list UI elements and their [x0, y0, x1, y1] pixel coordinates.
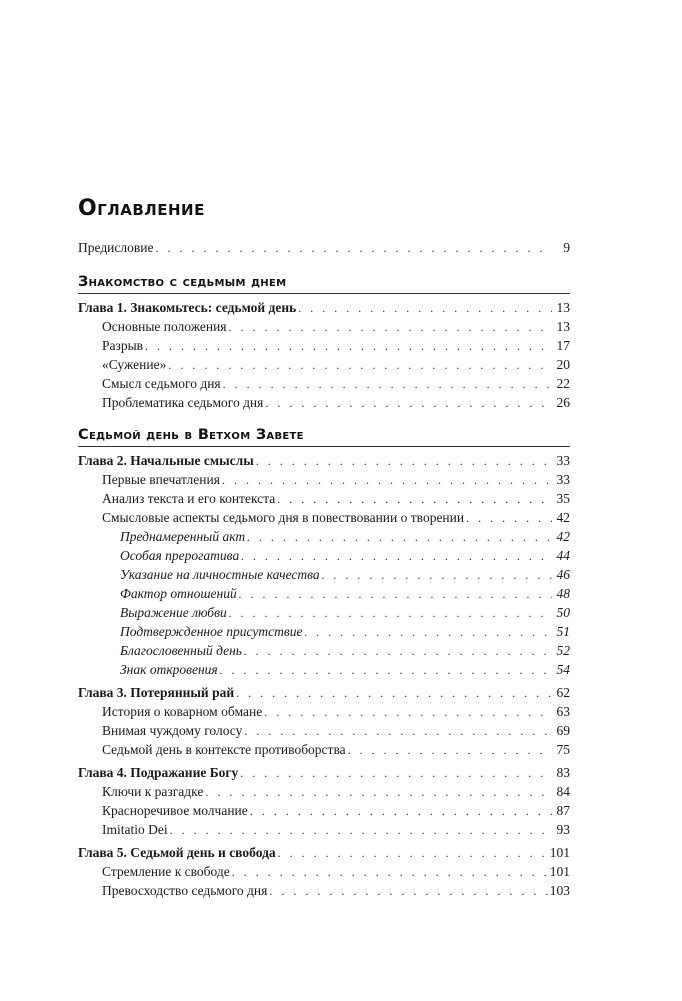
chapter-label: Глава 2. Начальные смыслы: [78, 453, 254, 468]
entry-label: Превосходство седьмого дня: [102, 883, 268, 898]
toc-entry[interactable]: [78, 740, 570, 759]
leader-dots: [222, 471, 552, 490]
entry-page: 62: [556, 685, 570, 700]
entry-label: Седьмой день в контексте противоборства: [102, 742, 346, 757]
leader-dots: [232, 863, 548, 882]
leader-dots: [155, 239, 552, 258]
toc-entry[interactable]: [78, 862, 570, 881]
entry-label: Предисловие: [78, 240, 154, 255]
entry-label: Смысловые аспекты седьмого дня в повествовании о творении: [102, 510, 465, 525]
leader-dots: [239, 585, 552, 604]
toc-subentry[interactable]: [78, 641, 570, 660]
leader-dots: [236, 684, 552, 703]
toc-entry[interactable]: [78, 355, 570, 374]
entry-label: Знак откровения: [120, 662, 218, 677]
entry-page: 63: [556, 704, 570, 719]
toc-entry[interactable]: [78, 721, 570, 740]
toc-title: Оглавление: [78, 196, 205, 221]
entry-page: 54: [556, 662, 570, 677]
leader-dots: [229, 604, 552, 623]
toc-subentry[interactable]: [78, 603, 570, 622]
leader-dots: [277, 490, 552, 509]
chapter-label: Глава 4. Подражание Богу: [78, 765, 239, 780]
entry-label: Указание на личностные качества: [120, 567, 320, 582]
toc-entry[interactable]: [78, 782, 570, 801]
entry-label: Imitatio Dei: [102, 822, 168, 837]
toc-list: [78, 238, 570, 900]
entry-label: Фактор отношений: [120, 586, 237, 601]
leader-dots: [240, 764, 552, 783]
entry-page: 9: [563, 240, 570, 255]
entry-page: 93: [556, 822, 570, 837]
toc-chapter-5[interactable]: [78, 843, 570, 862]
entry-page: 46: [556, 567, 570, 582]
entry-label: История о коварном обмане: [102, 704, 263, 719]
leader-dots: [304, 623, 552, 642]
leader-dots: [241, 547, 552, 566]
entry-label: Ключи к разгадке: [102, 784, 204, 799]
toc-entry[interactable]: [78, 374, 570, 393]
entry-page: 42: [556, 529, 570, 544]
leader-dots: [247, 528, 552, 547]
entry-page: 75: [556, 742, 570, 757]
entry-label: Основные положения: [102, 319, 227, 334]
entry-label: Красноречивое молчание: [102, 803, 248, 818]
leader-dots: [229, 318, 553, 337]
toc-entry[interactable]: [78, 508, 570, 527]
toc-entry[interactable]: [78, 801, 570, 820]
entry-page: 13: [556, 300, 570, 315]
entry-page: 20: [556, 357, 570, 372]
entry-page: 42: [556, 510, 570, 525]
toc-subentry[interactable]: [78, 660, 570, 679]
leader-dots: [466, 509, 552, 528]
leader-dots: [348, 741, 552, 760]
leader-dots: [168, 356, 552, 375]
toc-chapter-4[interactable]: [78, 763, 570, 782]
entry-page: 13: [556, 319, 570, 334]
leader-dots: [145, 337, 552, 356]
part-title-2: Седьмой день в Ветхом Завете: [78, 427, 304, 443]
leader-dots: [244, 722, 552, 741]
toc-entry[interactable]: [78, 489, 570, 508]
leader-dots: [244, 642, 552, 661]
entry-page: 101: [549, 845, 570, 860]
entry-label: Подтвержденное присутствие: [120, 624, 303, 639]
chapter-label: Глава 1. Знакомьтесь: седьмой день: [78, 300, 297, 315]
leader-dots: [265, 394, 552, 413]
toc-chapter-2[interactable]: [78, 451, 570, 470]
entry-label: Проблематика седьмого дня: [102, 395, 264, 410]
leader-dots: [322, 566, 552, 585]
entry-label: «Сужение»: [102, 357, 167, 372]
entry-page: 103: [549, 883, 570, 898]
leader-dots: [223, 375, 552, 394]
toc-entry[interactable]: [78, 881, 570, 900]
leader-dots: [256, 452, 552, 471]
entry-label: Преднамеренный акт: [120, 529, 246, 544]
entry-label: Внимая чуждому голосу: [102, 723, 243, 738]
leader-dots: [220, 661, 552, 680]
entry-page: 83: [556, 765, 570, 780]
entry-label: Разрыв: [102, 338, 144, 353]
part-divider: [78, 293, 570, 294]
toc-entry[interactable]: [78, 317, 570, 336]
entry-page: 48: [556, 586, 570, 601]
entry-page: 50: [556, 605, 570, 620]
entry-page: 35: [556, 491, 570, 506]
entry-label: Анализ текста и его контекста: [102, 491, 276, 506]
toc-subentry[interactable]: [78, 622, 570, 641]
toc-subentry[interactable]: [78, 584, 570, 603]
entry-label: Первые впечатления: [102, 472, 220, 487]
entry-page: 44: [556, 548, 570, 563]
toc-entry[interactable]: [78, 820, 570, 839]
chapter-label: Глава 5. Седьмой день и свобода: [78, 845, 276, 860]
part-divider: [78, 446, 570, 447]
entry-label: Смысл седьмого дня: [102, 376, 221, 391]
toc-entry[interactable]: [78, 702, 570, 721]
toc-subentry[interactable]: [78, 546, 570, 565]
entry-page: 17: [556, 338, 570, 353]
leader-dots: [269, 882, 547, 901]
toc-entry[interactable]: [78, 393, 570, 412]
leader-dots: [205, 783, 552, 802]
entry-page: 69: [556, 723, 570, 738]
toc-entry[interactable]: [78, 336, 570, 355]
toc-entry-preface[interactable]: [78, 238, 570, 257]
entry-page: 51: [556, 624, 570, 639]
entry-label: Благословенный день: [120, 643, 242, 658]
part-title-1: Знакомство с седьмым днем: [78, 274, 287, 290]
leader-dots: [264, 703, 552, 722]
chapter-label: Глава 3. Потерянный рай: [78, 685, 235, 700]
toc-subentry[interactable]: [78, 565, 570, 584]
entry-page: 84: [556, 784, 570, 799]
entry-page: 22: [556, 376, 570, 391]
entry-page: 33: [556, 472, 570, 487]
leader-dots: [298, 299, 552, 318]
entry-label: Особая прерогатива: [120, 548, 240, 563]
toc-chapter-3[interactable]: [78, 683, 570, 702]
leader-dots: [170, 821, 552, 840]
leader-dots: [278, 844, 548, 863]
entry-page: 33: [556, 453, 570, 468]
entry-page: 101: [549, 864, 570, 879]
entry-page: 26: [556, 395, 570, 410]
toc-entry[interactable]: [78, 470, 570, 489]
leader-dots: [250, 802, 552, 821]
entry-label: Стремление к свободе: [102, 864, 230, 879]
entry-page: 52: [556, 643, 570, 658]
entry-label: Выражение любви: [120, 605, 227, 620]
toc-subentry[interactable]: [78, 527, 570, 546]
entry-page: 87: [556, 803, 570, 818]
toc-chapter-1[interactable]: [78, 298, 570, 317]
